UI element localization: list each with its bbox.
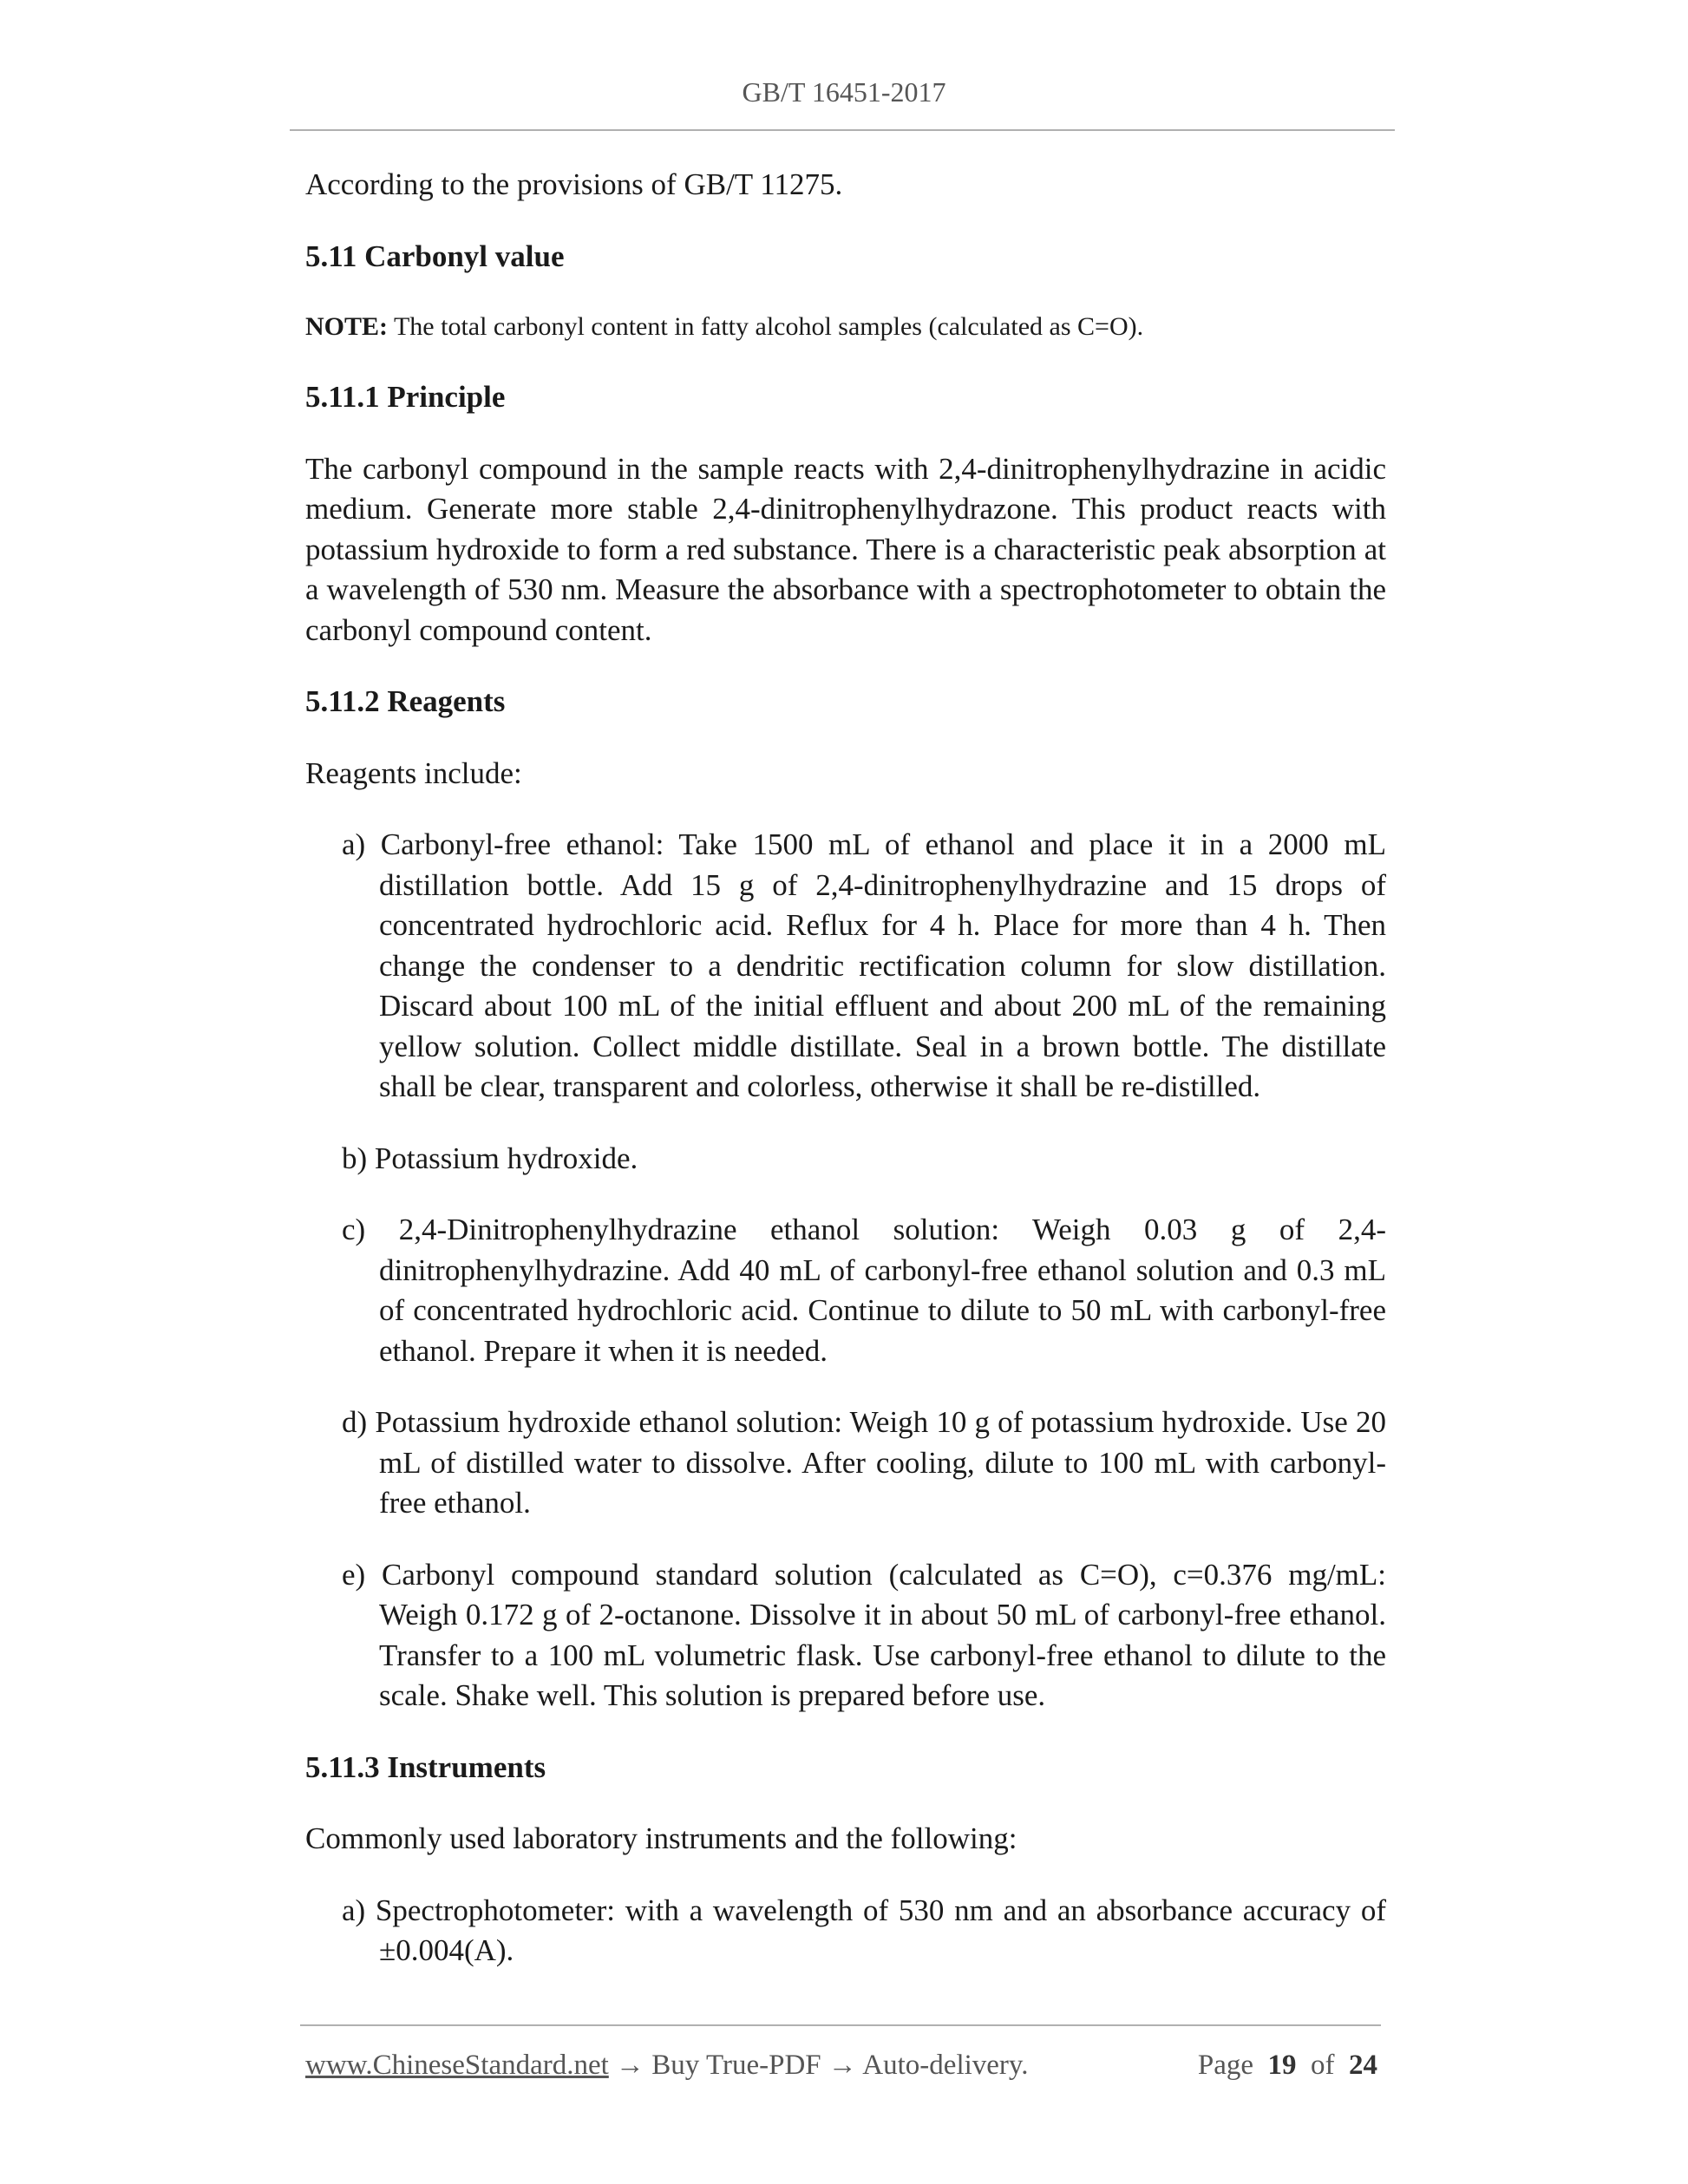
page-number: 19 bbox=[1267, 2050, 1297, 2081]
note-label: NOTE: bbox=[305, 312, 389, 341]
page-footer bbox=[305, 2045, 1377, 2085]
page-indicator bbox=[1198, 2045, 1377, 2085]
reagent-item-c: c) 2,4-Dinitrophenylhydrazine ethanol solution: Weigh 0.03 g of 2,4-dinitrophenylhydrazine. Add 40 mL of carbonyl-free ethanol solution and 0.3 mL of concentrated hydrochloric acid. Continue to dilute to 50 mL with carbonyl-free ethanol. Prepare it when it is needed. bbox=[342, 1213, 1386, 1368]
reagents-lead: Reagents include: bbox=[305, 755, 522, 790]
reagent-item-a: a) Carbonyl-free ethanol: Take 1500 mL of ethanol and place it in a 2000 mL distillation bottle. Add 15 g of 2,4-dinitrophenylhydrazine and 15 drops of concentrated hydrochloric acid. Reflux for 4 h. Place for more than 4 h. Then change the condenser to a dendritic rectification column for slow distillation. Discard about 100 mL of the initial effluent and about 200 mL of the remaining yellow solution. Collect middle distillate. Seal in a brown bottle. The distillate shall be clear, transparent and colorless, otherwise it shall be re-distilled. bbox=[342, 827, 1386, 1103]
page-header: GB/T 16451-2017 bbox=[742, 76, 946, 108]
reagent-item-d: d) Potassium hydroxide ethanol solution: Weigh 10 g of potassium hydroxide. Use 20 mL of distilled water to dissolve. After cooling, dilute to 100 mL with carbonyl-free ethanol. bbox=[342, 1405, 1386, 1520]
page-word: Page bbox=[1197, 2050, 1253, 2081]
site-link[interactable]: www.ChineseStandard.net bbox=[305, 2050, 609, 2081]
header-divider bbox=[290, 129, 1395, 131]
instrument-item-a: a) Spectrophotometer: with a wavelength of 530 nm and an absorbance accuracy of ±0.004(A). bbox=[342, 1893, 1386, 1967]
note-text: The total carbonyl content in fatty alcohol samples (calculated as C=O). bbox=[388, 312, 1144, 341]
reagent-item-b: b) Potassium hydroxide. bbox=[342, 1141, 638, 1175]
footer-divider bbox=[300, 2024, 1381, 2026]
page-total: 24 bbox=[1349, 2050, 1377, 2081]
page-content bbox=[305, 165, 1386, 2003]
section-5-11-heading: 5.11 Carbonyl value bbox=[305, 239, 565, 273]
of-word: of bbox=[1311, 2050, 1335, 2081]
note-paragraph bbox=[305, 308, 1386, 346]
footer-tagline: → Buy True-PDF → Auto-delivery. bbox=[608, 2050, 1029, 2081]
section-5-11-1-heading: 5.11.1 Principle bbox=[305, 380, 506, 414]
footer-promo bbox=[305, 2045, 1029, 2085]
section-5-11-2-heading: 5.11.2 Reagents bbox=[305, 684, 506, 718]
instruments-lead: Commonly used laboratory instruments and the following: bbox=[305, 1821, 1017, 1855]
principle-paragraph: The carbonyl compound in the sample reacts with 2,4-dinitrophenylhydrazine in acidic medium. Generate more stable 2,4-dinitrophenylhydrazone. This product reacts with potassium hydroxide to form a red substance. There is a characteristic peak absorption at a wavelength of 530 nm. Measure the absorbance with a spectrophotometer to obtain the carbonyl compound content. bbox=[305, 451, 1386, 647]
section-5-11-3-heading: 5.11.3 Instruments bbox=[305, 1749, 546, 1784]
intro-paragraph: According to the provisions of GB/T 11275. bbox=[305, 167, 843, 201]
reagent-item-e: e) Carbonyl compound standard solution (calculated as C=O), c=0.376 mg/mL: Weigh 0.172 g of 2-octanone. Dissolve it in about 50 mL of carbonyl-free ethanol. Transfer to a 100 mL volumetric flask. Use carbonyl-free ethanol to dilute to the scale. Shake well. This solution is prepared before use. bbox=[342, 1557, 1386, 1712]
